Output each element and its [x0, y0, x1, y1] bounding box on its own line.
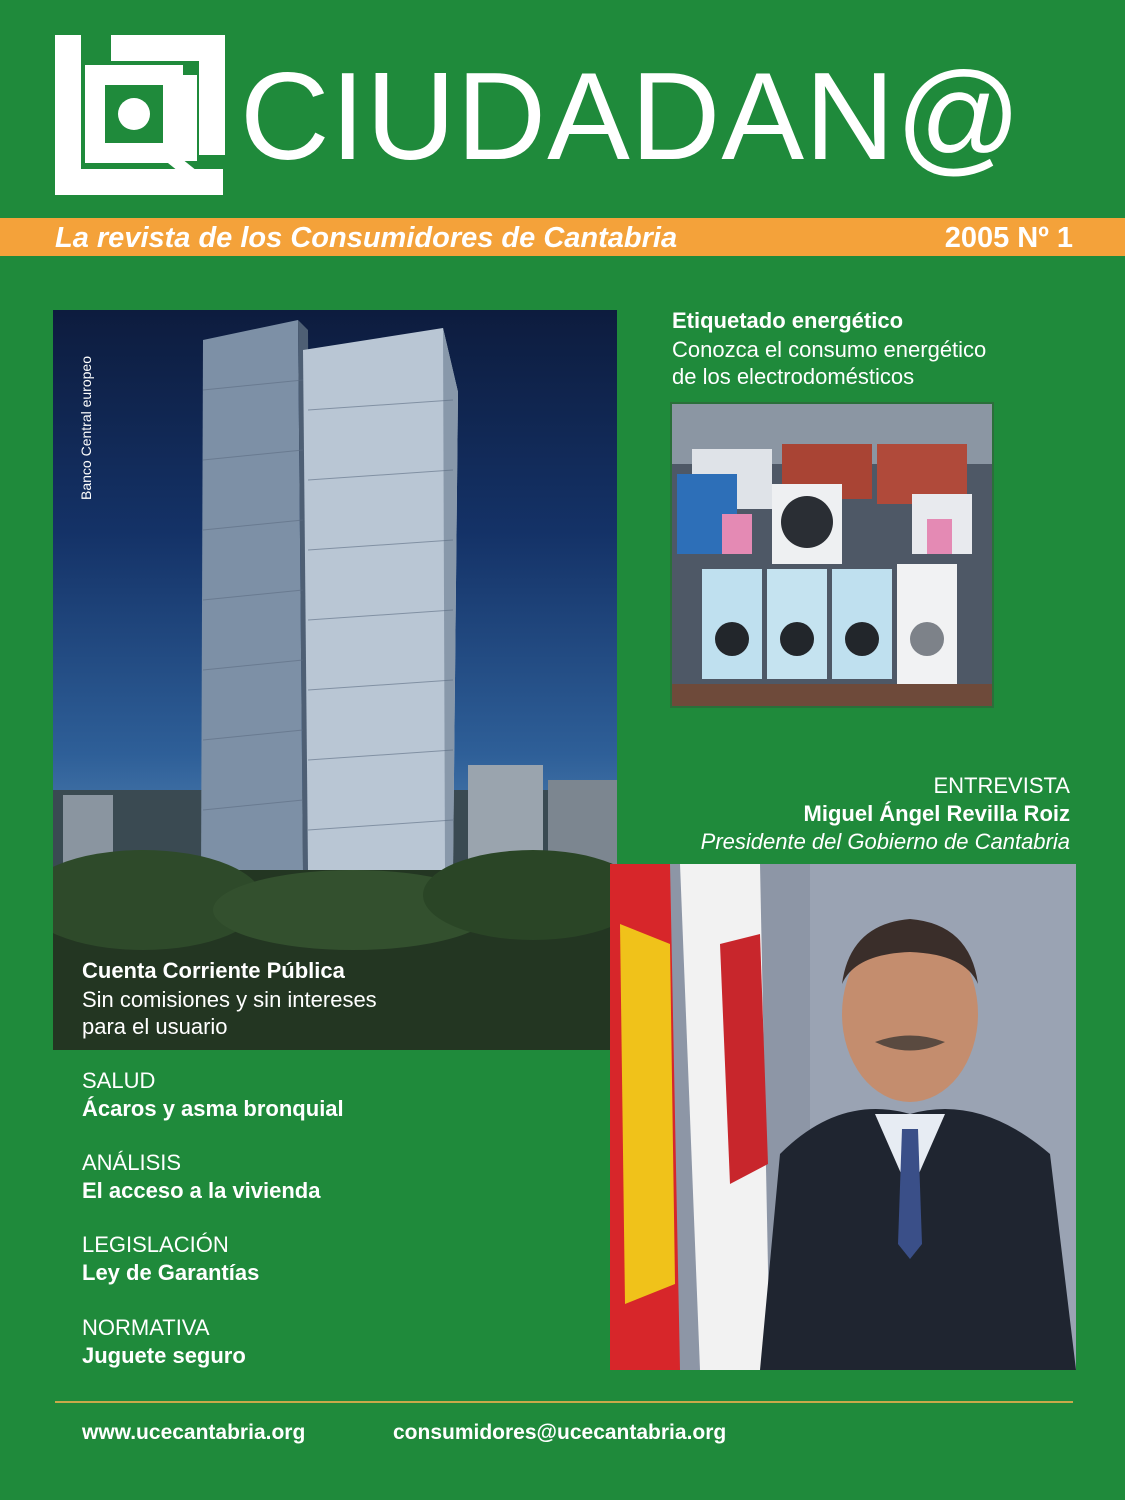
section-label: LEGISLACIÓN: [82, 1232, 229, 1257]
section-label: NORMATIVA: [82, 1315, 210, 1340]
cuenta-title: Cuenta Corriente Pública: [82, 958, 345, 983]
energia-line: de los electrodomésticos: [672, 364, 915, 389]
section-label: ANÁLISIS: [82, 1150, 182, 1175]
energia-line: Conozca el consumo energético: [672, 337, 987, 362]
magazine-logo: [55, 35, 225, 195]
cuenta-line: para el usuario: [82, 1014, 228, 1039]
magazine-subtitle: La revista de los Consumidores de Cantabria: [55, 222, 678, 254]
appliances-photo: [670, 402, 994, 708]
section-title: Juguete seguro: [82, 1343, 246, 1368]
footer-website-link[interactable]: www.ucecantabria.org: [82, 1421, 306, 1444]
section-title: El acceso a la vivienda: [82, 1178, 321, 1203]
interview-name: Miguel Ángel Revilla Roiz: [803, 801, 1070, 826]
portrait-photo: [610, 864, 1076, 1370]
magazine-title: CIUDADAN@: [240, 48, 1023, 186]
tower-photo: [53, 310, 617, 1050]
cuenta-line: Sin comisiones y sin intereses: [82, 987, 377, 1012]
issue-number: 2005 Nº 1: [944, 222, 1073, 254]
footer-divider: [55, 1401, 1073, 1403]
interview-role: Presidente del Gobierno de Cantabria: [700, 829, 1070, 854]
section-label: SALUD: [82, 1068, 156, 1093]
section-title: Ley de Garantías: [82, 1260, 260, 1285]
footer-email-link[interactable]: consumidores@ucecantabria.org: [393, 1421, 727, 1444]
photo-caption: Banco Central europeo: [78, 356, 94, 500]
interview-label: ENTREVISTA: [933, 773, 1070, 798]
section-title: Ácaros y asma bronquial: [82, 1096, 344, 1121]
energia-title: Etiquetado energético: [672, 308, 904, 333]
